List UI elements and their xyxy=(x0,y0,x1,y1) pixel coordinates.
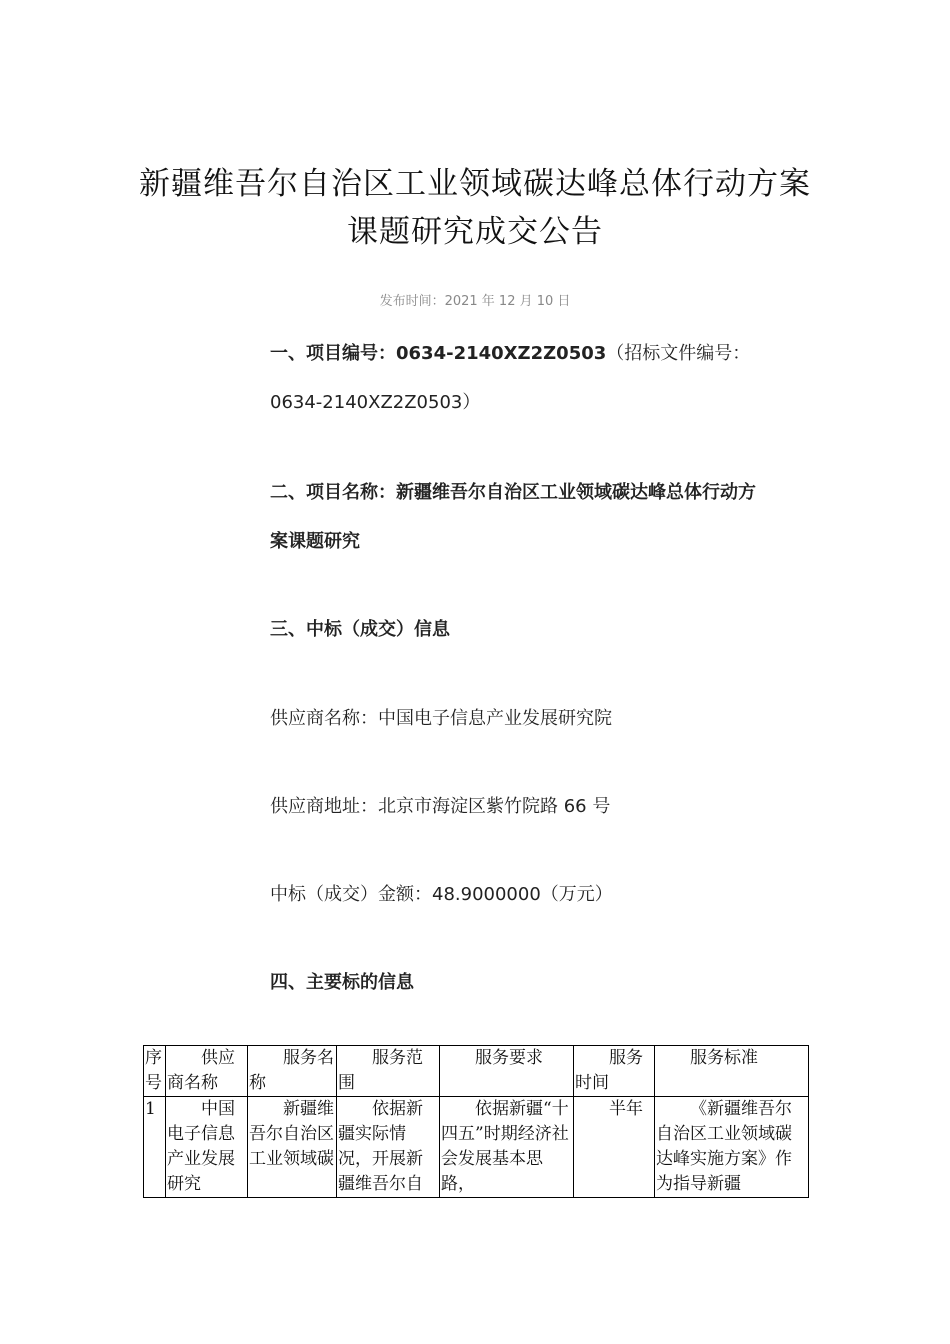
table-cell-period: 半年 xyxy=(574,1097,655,1198)
project-number-suffix: （招标文件编号： xyxy=(606,343,751,364)
main-items-table xyxy=(143,1045,809,1198)
project-name-line1: 二、项目名称：新疆维吾尔自治区工业领域碳达峰总体行动方 xyxy=(270,482,756,503)
award-info-heading: 三、中标（成交）信息 xyxy=(270,619,450,640)
supplier-address: 供应商地址：北京市海淀区紫竹院路 66 号 xyxy=(270,796,611,817)
table-header-cell: 服务要求 xyxy=(440,1046,574,1097)
project-name-line2: 案课题研究 xyxy=(270,531,360,552)
project-number-line2: 0634-2140XZ2Z0503） xyxy=(270,392,481,413)
project-number-label: 一、项目编号：0634-2140XZ2Z0503 xyxy=(270,343,607,364)
main-items-heading: 四、主要标的信息 xyxy=(270,972,414,993)
publish-date: 发布时间：2021 年 12 月 10 日 xyxy=(379,294,571,309)
project-number-line xyxy=(270,342,830,366)
supplier-name: 供应商名称：中国电子信息产业发展研究院 xyxy=(270,708,612,729)
table-header-cell: 序号 xyxy=(144,1046,166,1097)
table-header-cell: 服务名称 xyxy=(248,1046,337,1097)
table-cell-supplier: 中国电子信息产业发展研究 xyxy=(166,1097,248,1198)
table-header-cell: 服务标准 xyxy=(655,1046,809,1097)
table-header-cell: 服务范围 xyxy=(337,1046,440,1097)
table-header-row xyxy=(144,1046,809,1097)
table-row xyxy=(144,1097,809,1198)
table-cell-scope: 依据新疆实际情况，开展新疆维吾尔自 xyxy=(337,1097,440,1198)
table-cell-requirements: 依据新疆“十四五”时期经济社会发展基本思路， xyxy=(440,1097,574,1198)
award-amount: 中标（成交）金额：48.9000000（万元） xyxy=(270,884,613,905)
document-title-line1: 新疆维吾尔自治区工业领域碳达峰总体行动方案 xyxy=(139,166,811,202)
table-cell-standard: 《新疆维吾尔自治区工业领域碳达峰实施方案》作为指导新疆 xyxy=(655,1097,809,1198)
table-header-cell: 服务时间 xyxy=(574,1046,655,1097)
document-title-line2: 课题研究成交公告 xyxy=(347,214,603,250)
table-header-cell: 供应商名称 xyxy=(166,1046,248,1097)
table-cell-service-name: 新疆维吾尔自治区工业领域碳 xyxy=(248,1097,337,1198)
table-cell-index: 1 xyxy=(144,1097,166,1198)
